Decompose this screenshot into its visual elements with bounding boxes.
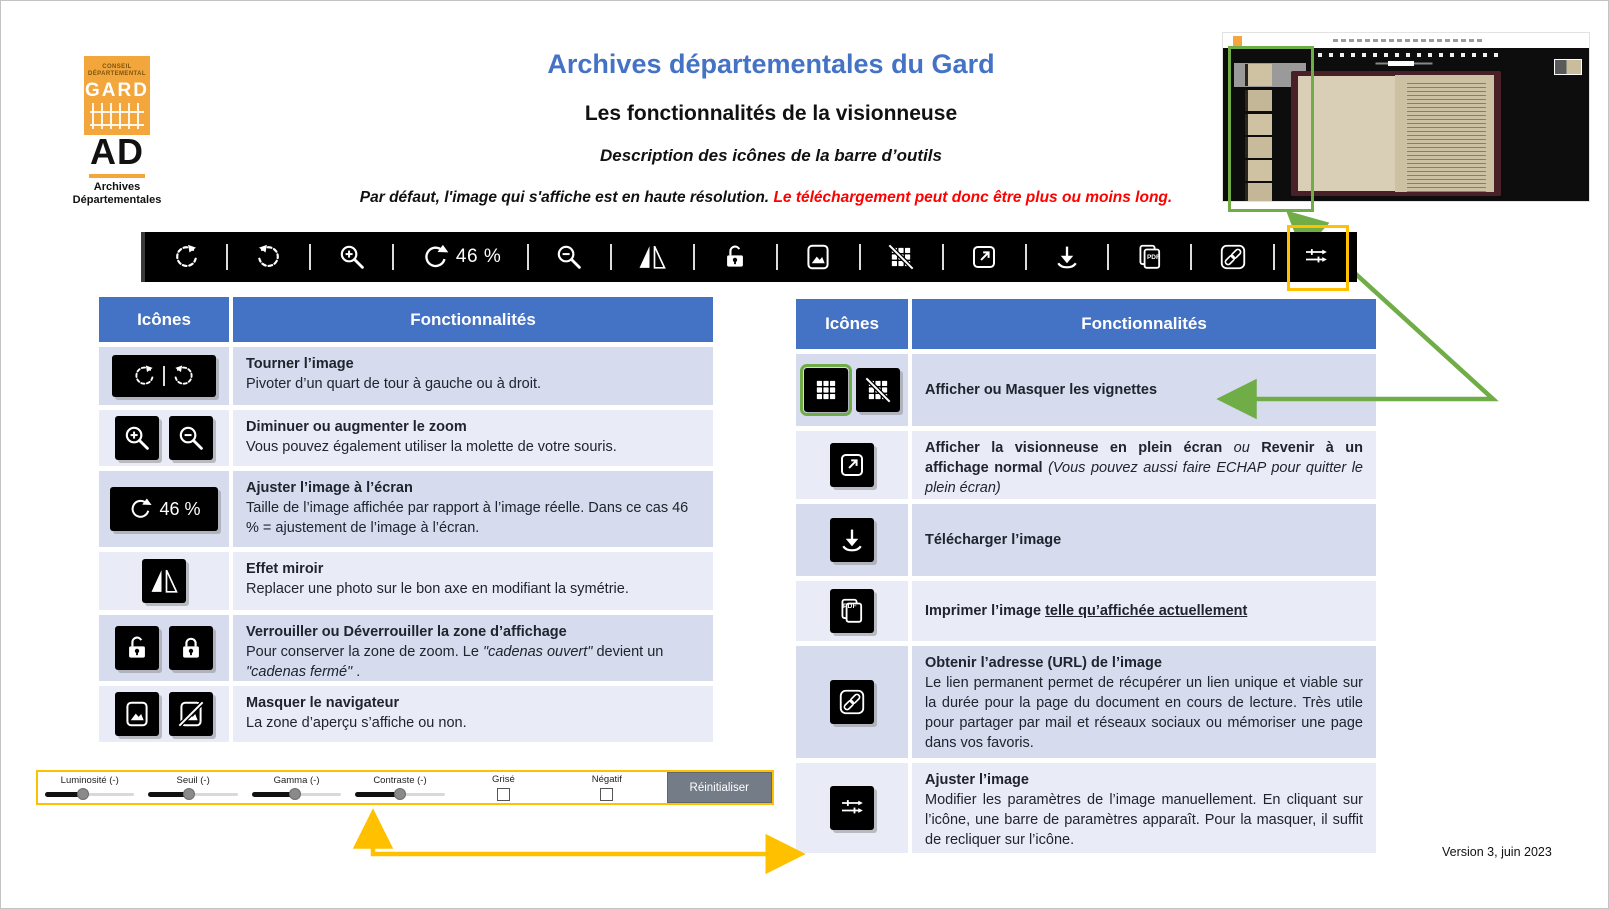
grayscale-checkbox[interactable] <box>497 788 510 801</box>
lock-open-icon <box>115 626 159 670</box>
contrast-label: Contraste (-) <box>373 774 427 786</box>
feature-italic: (Vous pouvez aussi faire ECHAP pour quitter le plein écran) <box>925 460 1363 496</box>
viewer-toolbar <box>141 232 1357 282</box>
toolbar-separator <box>1273 244 1275 270</box>
permalink-icon <box>830 680 874 724</box>
logo-departemental-text: DÉPARTEMENTAL <box>88 71 146 77</box>
print-pdf-button[interactable] <box>1135 242 1165 272</box>
brightness-label: Luminosité (-) <box>60 774 119 786</box>
feature-title: Imprimer l’image <box>925 603 1046 619</box>
pdf-icon-label: PDF <box>843 603 857 610</box>
zoom-in-button[interactable] <box>337 242 367 272</box>
right-table-header-icons: Icônes <box>796 299 908 349</box>
preview-book-image <box>1291 71 1501 196</box>
feature-title: Ajuster l’image <box>925 772 1029 788</box>
negative-checkbox[interactable] <box>600 788 613 801</box>
logo-conseil-text: CONSEIL <box>102 64 132 70</box>
feature-desc: Modifier les paramètres de l’image manuellement. En cliquant sur l’icône, une barre de paramètres apparaît. Pour la masquer, il suffit de recliquer sur l’icône. <box>925 792 1363 848</box>
version-text: Version 3, juin 2023 <box>1442 845 1552 859</box>
print-pdf-icon <box>830 589 874 633</box>
left-features-table <box>99 297 713 742</box>
feature-title: Ajuster l’image à l’écran <box>246 480 413 496</box>
logo-gard-text: GARD <box>85 80 149 101</box>
feature-desc: Pour conserver la zone de zoom. Le <box>246 644 483 660</box>
feature-desc: devient un <box>592 644 664 660</box>
feature-italic: ou <box>1233 440 1250 456</box>
download-icon <box>830 518 874 562</box>
logo-ad-text: AD <box>90 131 144 172</box>
brightness-slider[interactable] <box>45 788 134 800</box>
table-row <box>796 431 1376 499</box>
gamma-slider[interactable] <box>252 788 341 800</box>
gamma-label: Gamma (-) <box>273 774 320 786</box>
contrast-slider[interactable] <box>355 788 444 800</box>
threshold-slider[interactable] <box>148 788 237 800</box>
page-subtitle: Les fonctionnalités de la visionneuse <box>584 102 958 125</box>
toolbar-separator <box>693 244 695 270</box>
toolbar-separator <box>392 244 394 270</box>
thumbnails-grid-off-icon <box>856 368 900 412</box>
rotate-right-icon <box>171 363 197 389</box>
feature-desc-italic: "cadenas ouvert" <box>482 644 593 660</box>
preview-page-input <box>1388 61 1414 66</box>
fit-screen-icon <box>110 487 218 531</box>
mirror-icon <box>142 559 186 603</box>
toolbar-separator <box>309 244 311 270</box>
feature-desc: Vous pouvez également utiliser la molette de votre souris. <box>246 439 617 455</box>
rotate-icons <box>112 355 216 397</box>
left-table-header-features: Fonctionnalités <box>233 297 713 342</box>
zoom-out-button[interactable] <box>554 242 584 272</box>
mirror-button[interactable] <box>637 242 667 272</box>
feature-title: Télécharger l’image <box>925 532 1062 548</box>
lock-closed-icon <box>169 626 213 670</box>
toolbar-separator <box>1025 244 1027 270</box>
reset-button[interactable]: Réinitialiser <box>667 772 772 803</box>
gard-logo <box>84 56 150 135</box>
logo-archives-text: Archives <box>93 181 141 193</box>
orange-params-arrow <box>373 815 799 854</box>
preview-toolbar <box>1318 53 1503 57</box>
navigator-icon <box>115 692 159 736</box>
feature-title-underlined: telle qu’affichée actuellement <box>1045 603 1248 619</box>
right-features-table <box>796 299 1376 853</box>
feature-title: Obtenir l’adresse (URL) de l’image <box>925 655 1162 671</box>
feature-title: Revenir à un affichage normal <box>925 440 1363 476</box>
adjust-image-button[interactable] <box>1301 242 1331 272</box>
feature-desc: Le lien permanent permet de récupérer un lien unique et viable sur la durée pour la page du document en cours de lecture. Très utile pour partager par mail et réseaux sociaux ou mémoriser une page dans vos favoris. <box>925 675 1363 751</box>
feature-title: Verrouiller ou Déverrouiller la zone d’affichage <box>246 624 567 640</box>
feature-desc: . <box>352 664 361 680</box>
image-params-bar <box>36 770 774 805</box>
page-title: Archives départementales du Gard <box>547 49 995 79</box>
negative-label: Négatif <box>591 773 622 785</box>
navigator-off-icon <box>169 692 213 736</box>
grayscale-label: Grisé <box>492 773 515 785</box>
table-row <box>796 354 1376 426</box>
logo-departementales-text: Départementales <box>72 194 162 206</box>
book-right-page <box>1395 75 1494 192</box>
feature-title: Diminuer ou augmenter le zoom <box>246 419 467 435</box>
zoom-out-icon <box>169 416 213 460</box>
toolbar-separator <box>1190 244 1192 270</box>
table-row <box>99 615 713 681</box>
aqueduct-icon <box>90 103 144 129</box>
fullscreen-icon <box>830 443 874 487</box>
right-table-header-features: Fonctionnalités <box>912 299 1376 349</box>
toolbar-separator <box>776 244 778 270</box>
table-row <box>99 686 713 742</box>
toolbar-separator <box>859 244 861 270</box>
feature-desc: La zone d’aperçu s’affiche ou non. <box>246 715 467 731</box>
feature-title: Effet miroir <box>246 561 324 577</box>
page-description: Description des icônes de la barre d’outils <box>600 146 942 165</box>
feature-desc-italic: "cadenas fermé" <box>246 664 353 680</box>
zoom-percentage: 46 % <box>159 498 201 519</box>
feature-title: Afficher la visionneuse en plein écran <box>925 440 1234 456</box>
table-row <box>796 504 1376 576</box>
pdf-icon-label: PDF <box>1146 254 1160 261</box>
resolution-note-text: Par défaut, l'image qui s'affiche est en haute résolution. <box>359 189 770 206</box>
feature-desc: Replacer une photo sur le bon axe en modifiant la symétrie. <box>246 581 629 597</box>
adjust-sliders-icon <box>830 786 874 830</box>
feature-title: Tourner l’image <box>246 356 354 372</box>
download-warning-text: Le téléchargement peut donc être plus ou moins long. <box>773 189 1173 206</box>
preview-logo <box>1233 36 1242 46</box>
rotate-right-button[interactable] <box>254 242 284 272</box>
thumbnails-grid-icon <box>804 368 848 412</box>
fullscreen-button[interactable] <box>969 242 999 272</box>
preview-navigator-thumbnail <box>1554 59 1582 75</box>
threshold-label: Seuil (-) <box>176 774 210 786</box>
table-row <box>796 646 1376 758</box>
thumbnails-highlight-box <box>1228 46 1314 212</box>
feature-title: Afficher ou Masquer les vignettes <box>925 382 1158 398</box>
logo-rule <box>89 174 145 178</box>
permalink-button[interactable] <box>1218 242 1248 272</box>
feature-title: Masquer le navigateur <box>246 695 400 711</box>
table-row <box>796 581 1376 641</box>
table-row <box>99 471 713 547</box>
thumbnails-toggle-button[interactable] <box>886 242 916 272</box>
table-row <box>99 552 713 610</box>
toolbar-separator <box>1107 244 1109 270</box>
table-row <box>99 347 713 405</box>
rotate-left-icon <box>131 363 157 389</box>
toolbar-separator <box>226 244 228 270</box>
toolbar-separator <box>527 244 529 270</box>
toolbar-separator <box>610 244 612 270</box>
left-table-header-icons: Icônes <box>99 297 229 342</box>
lock-view-button[interactable] <box>720 242 750 272</box>
download-button[interactable] <box>1052 242 1082 272</box>
resolution-note <box>151 189 1381 207</box>
table-row <box>99 410 713 466</box>
toolbar-separator <box>942 244 944 270</box>
preview-title-text <box>1333 39 1483 42</box>
fit-screen-button[interactable] <box>420 242 501 272</box>
rotate-left-button[interactable] <box>171 242 201 272</box>
navigator-toggle-button[interactable] <box>803 242 833 272</box>
zoom-percentage: 46 % <box>455 246 502 267</box>
feature-desc: Taille de l’image affichée par rapport à l’image réelle. Dans ce cas 46 % = ajustement de l’image à l’écran. <box>246 500 689 536</box>
zoom-in-icon <box>115 416 159 460</box>
feature-desc: Pivoter d’un quart de tour à gauche ou à droit. <box>246 376 542 392</box>
table-row <box>796 763 1376 853</box>
